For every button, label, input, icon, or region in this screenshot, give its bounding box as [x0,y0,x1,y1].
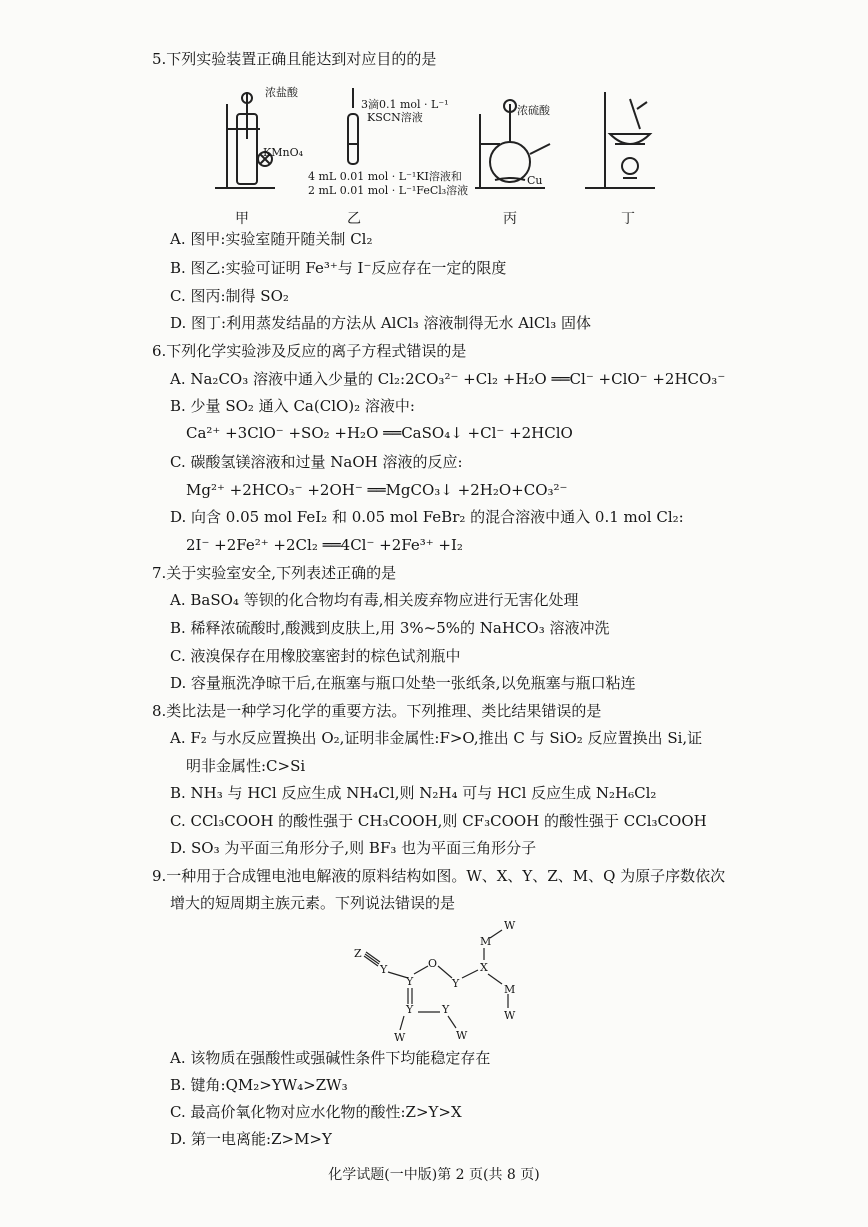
q6-stem: 6.下列化学实验涉及反应的离子方程式错误的是 [152,342,467,360]
q7-stem: 7.关于实验室安全,下列表述正确的是 [152,564,397,582]
atom-y-2: Y [406,975,414,988]
ki-solution-label: 4 mL 0.01 mol · L⁻¹KI溶液和 [308,170,462,183]
q6-option-d: D. 向含 0.05 mol FeI₂ 和 0.05 mol FeBr₂ 的混合溶液中通入 0.1 mol Cl₂: [170,508,684,526]
atom-o: O [428,957,438,970]
kscn-amount-label: 3滴0.1 mol · L⁻¹ [361,98,449,111]
figure-bing-label: 丙 [503,211,517,227]
atom-w-3: W [394,1031,406,1044]
atom-y-3: Y [452,977,460,990]
q8-option-a-continued: 明非金属性:C>Si [186,757,306,775]
fecl3-solution-label: 2 mL 0.01 mol · L⁻¹FeCl₃溶液 [308,184,469,197]
kscn-solution-label: KSCN溶液 [367,111,423,124]
q6-option-a: A. Na₂CO₃ 溶液中通入少量的 Cl₂:2CO₃²⁻ +Cl₂ +H₂O ══Cl⁻ +ClO⁻ +2HCO₃⁻ [170,370,726,388]
atom-y-4: Y [406,1003,414,1016]
q5-stem: 5.下列实验装置正确且能达到对应目的的是 [152,50,437,68]
q8-option-d: D. SO₃ 为平面三角形分子,则 BF₃ 也为平面三角形分子 [170,839,537,857]
conc-h2so4-label: 浓硫酸 [517,104,550,117]
atom-x: X [480,961,488,974]
q8-option-a: A. F₂ 与水反应置换出 O₂,证明非金属性:F>O,推出 C 与 SiO₂ 反应置换出 Si,证 [170,729,703,747]
q9-option-d: D. 第一电离能:Z>M>Y [170,1130,332,1148]
q6-option-d-equation: 2I⁻ +2Fe²⁺ +2Cl₂ ══4Cl⁻ +2Fe³⁺ +I₂ [186,536,463,554]
q6-option-c: C. 碳酸氢镁溶液和过量 NaOH 溶液的反应: [170,453,463,471]
q9-structure-figure [340,908,540,1048]
q5-option-b: B. 图乙:实验可证明 Fe³⁺与 I⁻反应存在一定的限度 [170,259,507,277]
q8-option-b: B. NH₃ 与 HCl 反应生成 NH₄Cl,则 N₂H₄ 可与 HCl 反应生成 N₂H₆Cl₂ [170,784,657,802]
figure-ding-label: 丁 [621,211,635,227]
atom-z: Z [354,947,362,960]
q9-stem: 9.一种用于合成锂电池电解液的原料结构如图。W、X、Y、Z、M、Q 为原子序数依次 [152,867,726,885]
atom-w-1: W [504,919,516,932]
q9-option-b: B. 键角:QM₂>YW₄>ZW₃ [170,1076,348,1094]
q5-option-a: A. 图甲:实验室随开随关制 Cl₂ [170,230,373,248]
page-footer: 化学试题(一中版)第 2 页(共 8 页) [328,1167,540,1183]
q6-option-c-equation: Mg²⁺ +2HCO₃⁻ +2OH⁻ ══MgCO₃↓ +2H₂O+CO₃²⁻ [186,481,568,499]
q9-option-a: A. 该物质在强酸性或强碱性条件下均能稳定存在 [170,1049,491,1067]
atom-w-2: W [504,1009,516,1022]
q9-stem-continued: 增大的短周期主族元素。下列说法错误的是 [170,894,456,912]
q6-option-b-equation: Ca²⁺ +3ClO⁻ +SO₂ +H₂O ══CaSO₄↓ +Cl⁻ +2HClO [186,424,573,442]
q9-option-c: C. 最高价氧化物对应水化物的酸性:Z>Y>X [170,1103,462,1121]
atom-y-1: Y [380,963,388,976]
q7-option-d: D. 容量瓶洗净晾干后,在瓶塞与瓶口处垫一张纸条,以免瓶塞与瓶口粘连 [170,674,636,692]
atom-w-4: W [456,1029,468,1042]
conc-hcl-label: 浓盐酸 [265,86,298,99]
q8-option-c: C. CCl₃COOH 的酸性强于 CH₃COOH,则 CF₃COOH 的酸性强于 CCl₃COOH [170,812,707,830]
atom-m-1: M [480,935,492,948]
atom-y-5: Y [442,1003,450,1016]
figure-yi-label: 乙 [347,211,361,227]
figure-jia-label: 甲 [235,211,249,227]
q7-option-c: C. 液溴保存在用橡胶塞密封的棕色试剂瓶中 [170,647,461,665]
kmno4-label: KMnO₄ [263,146,303,159]
q5-option-c: C. 图丙:制得 SO₂ [170,287,289,305]
q5-apparatus-figure [205,84,675,229]
cu-label: Cu [527,174,543,187]
q6-option-b: B. 少量 SO₂ 通入 Ca(ClO)₂ 溶液中: [170,397,415,415]
q7-option-b: B. 稀释浓硫酸时,酸溅到皮肤上,用 3%~5%的 NaHCO₃ 溶液冲洗 [170,619,610,637]
atom-m-2: M [504,983,516,996]
q7-option-a: A. BaSO₄ 等钡的化合物均有毒,相关废弃物应进行无害化处理 [170,591,579,609]
q8-stem: 8.类比法是一种学习化学的重要方法。下列推理、类比结果错误的是 [152,702,602,720]
q5-option-d: D. 图丁:利用蒸发结晶的方法从 AlCl₃ 溶液制得无水 AlCl₃ 固体 [170,314,591,332]
